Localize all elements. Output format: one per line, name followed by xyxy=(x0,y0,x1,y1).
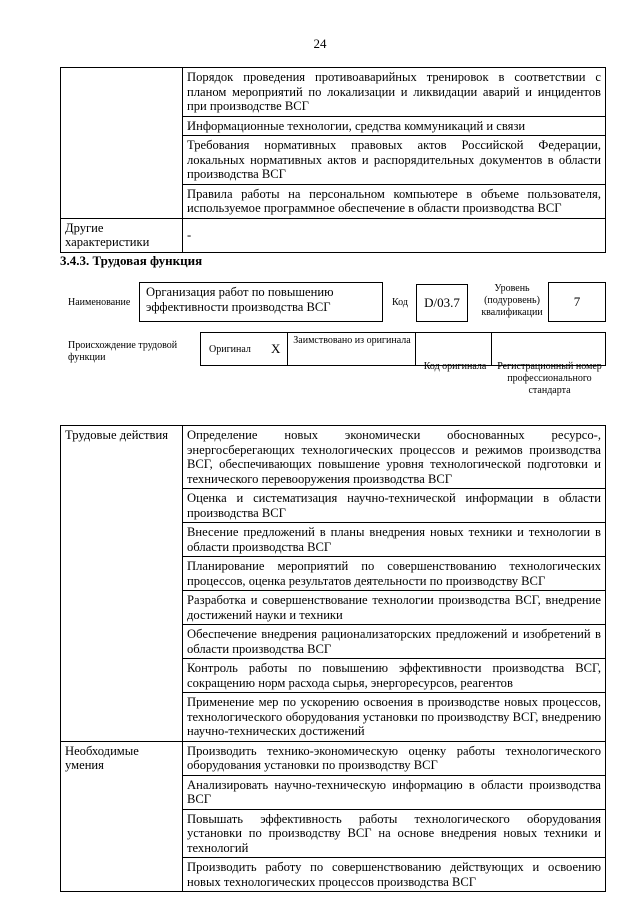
labor-action-item: Разработка и совершенствование технологии производства ВСГ, внедрение достижений науки и техники xyxy=(183,591,606,625)
labor-action-item: Контроль работы по повышению эффективности производства ВСГ, сокращению норм расхода сырья, энергоресурсов, реагентов xyxy=(183,659,606,693)
labor-action-item: Планирование мероприятий по совершенствованию технологических процессов, оценка результатов деятельности по производству ВСГ xyxy=(183,557,606,591)
other-characteristics-value: - xyxy=(183,218,606,252)
borrowed-label: Заимствовано из оригинала xyxy=(293,335,411,346)
section-heading: 3.4.3. Трудовая функция xyxy=(60,253,203,268)
other-characteristics-label: Другие характеристики xyxy=(61,218,183,252)
function-code-box: D/03.7 xyxy=(416,284,468,322)
table-row xyxy=(61,741,606,775)
name-label: Наименование xyxy=(68,297,131,308)
original-label: Оригинал xyxy=(209,344,251,355)
level-value-box: 7 xyxy=(548,282,606,322)
empty-label-cell xyxy=(61,68,183,219)
labor-function-table xyxy=(60,425,606,892)
knowledge-item: Правила работы на персональном компьютере в объеме пользователя, используемое программное обеспечение в области производства ВСГ xyxy=(183,184,606,218)
skill-item: Анализировать научно-техническую информацию в области производства ВСГ xyxy=(183,775,606,809)
code-label: Код xyxy=(392,297,408,308)
function-name-box: Организация работ по повышению эффективности производства ВСГ xyxy=(139,282,383,322)
page-number: 24 xyxy=(313,36,327,51)
table-row xyxy=(61,68,606,117)
labor-actions-section xyxy=(61,426,606,742)
original-code-caption: Код оригинала xyxy=(423,361,487,372)
labor-actions-label: Трудовые действия xyxy=(61,426,183,742)
table-row xyxy=(61,426,606,489)
knowledge-item: Требования нормативных правовых актов Российской Федерации, локальных нормативных актов и распорядительных документов в области производства ВСГ xyxy=(183,136,606,185)
skill-item: Повышать эффективность работы технологического оборудования установки по производству ВСГ на основе внедрения новых техники и технологий xyxy=(183,809,606,858)
table-row xyxy=(61,218,606,252)
registration-number-caption: Регистрационный номер профессионального стандарта xyxy=(497,361,602,396)
original-cell xyxy=(201,333,288,365)
origin-label: Происхождение трудовой функции xyxy=(68,340,178,363)
labor-action-item: Применение мер по ускорению освоения в производстве новых процессов, технологического оборудования установки по производству ВСГ, внедрению научно-технических достижений xyxy=(183,693,606,742)
labor-action-item: Оценка и систематизация научно-технической информации в области производства ВСГ xyxy=(183,489,606,523)
skills-section xyxy=(61,741,606,892)
skill-item: Производить технико-экономическую оценку работы технологического оборудования установки по производству ВСГ xyxy=(183,741,606,775)
labor-action-item: Определение новых экономически обоснованных ресурсо-, энергосберегающих технологических процессов и режимов производства ВСГ, обеспечивающих повышение уровня технологической подготовки и технического перевооружения производства ВСГ xyxy=(183,426,606,489)
level-label: Уровень (подуровень) квалификации xyxy=(481,283,543,318)
borrowed-cell xyxy=(288,333,416,365)
knowledge-item: Порядок проведения противоаварийных тренировок в соответствии с планом мероприятий по локализации и ликвидации аварий и инцидентов при производстве ВСГ xyxy=(183,68,606,117)
labor-action-item: Обеспечение внедрения рационализаторских предложений и изобретений в области производства ВСГ xyxy=(183,625,606,659)
original-mark: X xyxy=(271,341,281,356)
knowledge-item: Информационные технологии, средства коммуникаций и связи xyxy=(183,116,606,136)
skills-label: Необходимые умения xyxy=(61,741,183,892)
labor-action-item: Внесение предложений в планы внедрения новых техники и технологии в области производства ВСГ xyxy=(183,523,606,557)
skill-item: Производить работу по совершенствованию действующих и освоению новых технологических процессов производства ВСГ xyxy=(183,858,606,892)
knowledge-table xyxy=(60,67,606,253)
